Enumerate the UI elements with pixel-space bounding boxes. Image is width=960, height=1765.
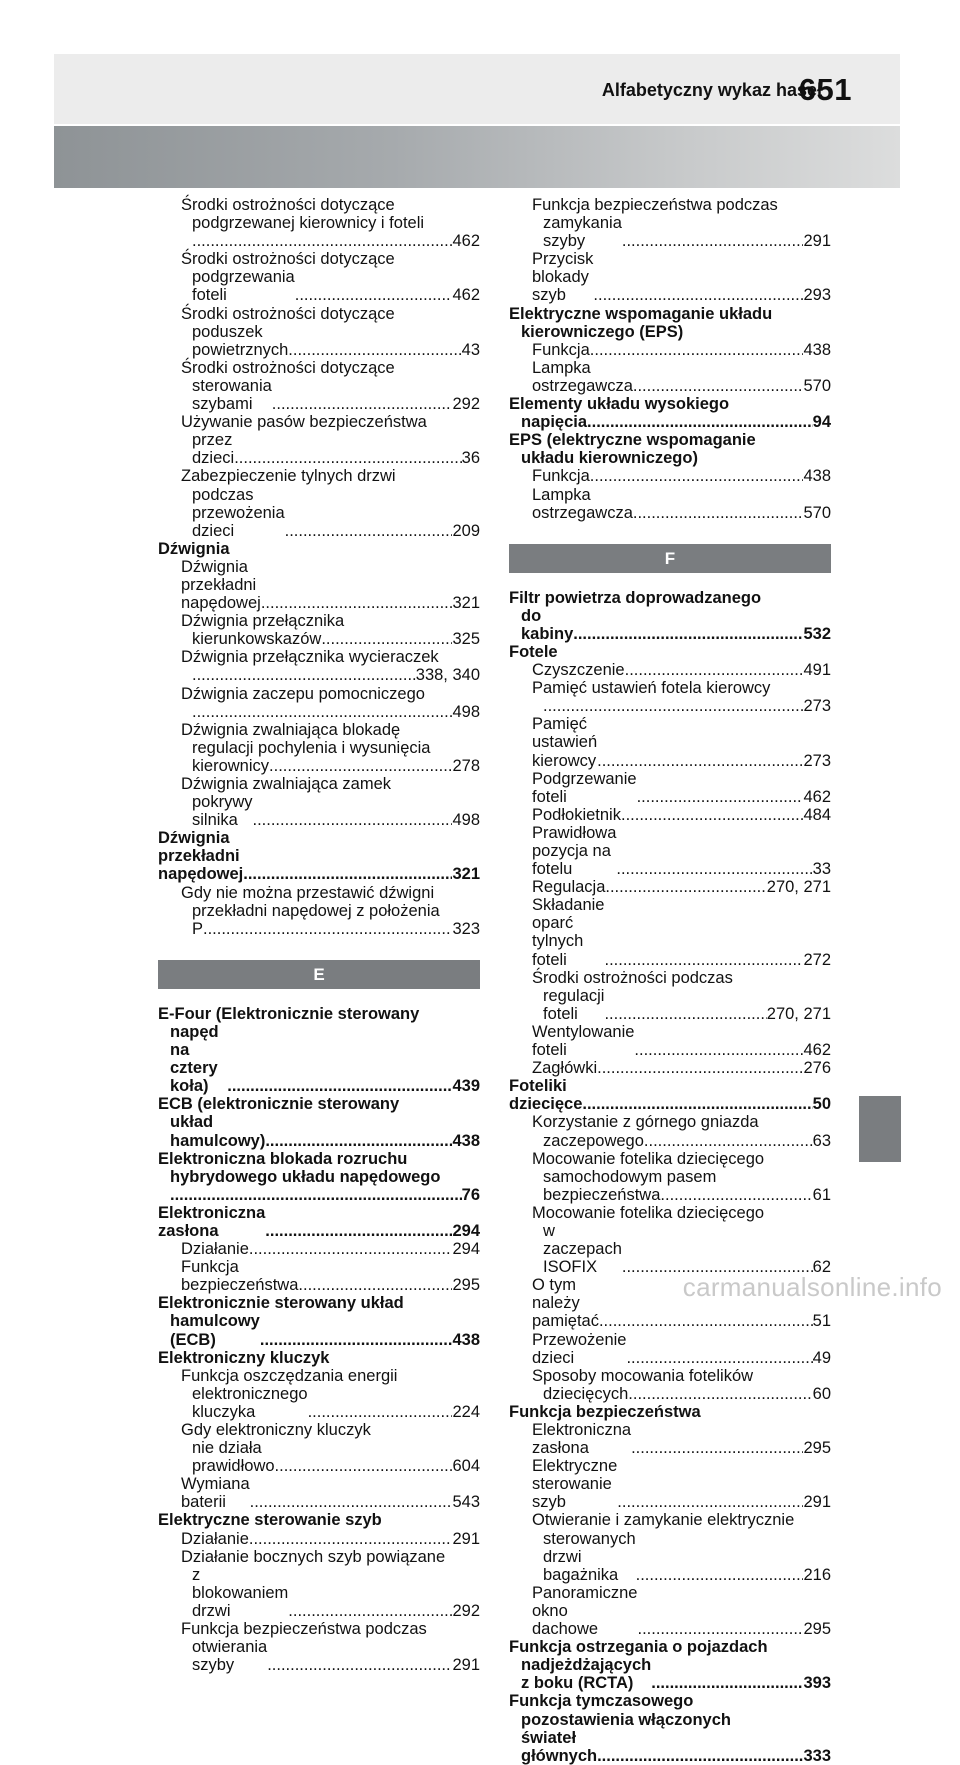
index-sub-entry [509,770,831,806]
entry-text: Podgrzewanie foteli [532,769,637,806]
index-main-entry [509,1692,831,1764]
leader-dots [321,630,452,648]
entry-text: Mocowanie fotelika dziecięcego [532,1149,765,1168]
leader-dots [269,757,452,775]
chapter-thumb-tab [859,1096,901,1162]
entry-text: kierownicy [192,756,270,775]
entry-text: podgrzewanej kierownicy i foteli [192,214,425,233]
index-sub-entry [509,806,831,824]
leader-dots [308,1403,453,1421]
page-ref: 36 [461,449,480,468]
page-ref: 295 [452,1276,480,1295]
entry-text: świateł głównych [521,1728,598,1765]
index-sub-entry [509,969,831,1023]
page-ref: 438 [452,1330,480,1349]
leader-dots [295,286,453,304]
page-ref: 50 [812,1095,831,1114]
entry-text: przekładni napędowej z położenia [192,901,440,920]
index-sub-entry [158,359,480,413]
leader-dots [593,286,803,304]
entry-text: regulacji pochylenia i wysunięcia [192,738,431,757]
entry-text: Pamięć ustawień kierowcy [532,715,598,770]
entry-text: nie działa prawidłowo [192,1439,275,1476]
page-ref: 484 [803,805,831,824]
page-number: 651 [798,72,852,107]
page-ref: 291 [803,1493,831,1512]
entry-text: napęd na cztery koła) [170,1022,219,1096]
entry-text: Elektryczne wspomaganie układu [509,304,773,323]
leader-dots [285,522,453,540]
leader-dots [192,666,416,684]
page-ref: 438 [452,1131,480,1150]
entry-text: Dźwignia przekładni napędowej [158,829,244,884]
index-sub-entry [158,1421,480,1475]
entry-text: Przewożenie dzieci [532,1330,627,1367]
entry-text: Środki ostrożności dotyczące [181,358,395,377]
leader-dots [637,788,804,806]
index-sub-entry [509,1457,831,1511]
entry-text: przez dzieci [192,431,235,468]
entry-text: układ hamulcowy) [170,1113,266,1150]
entry-text: Mocowanie fotelika dziecięcego [532,1203,765,1222]
index-sub-entry [158,1548,480,1620]
entry-text: Środki ostrożności dotyczące [181,304,395,323]
entry-text: Dźwignia przekładni napędowej [181,557,261,613]
leader-dots [170,1186,462,1204]
index-sub-entry [509,679,831,715]
entry-text: EPS (elektryczne wspomaganie [509,431,756,450]
entry-text: Elektroniczna zasłona [158,1203,266,1240]
page-ref: 216 [803,1565,831,1584]
leader-dots [275,1457,453,1475]
entry-text: Regulacja [532,878,606,897]
leader-dots [573,625,803,643]
entry-text: Działanie [181,1529,249,1548]
leader-dots [631,1439,803,1457]
entry-text: Podłokietnik [532,805,621,824]
entry-text: zaczepowego [543,1131,644,1150]
entry-text: Wentylowanie foteli [532,1022,635,1060]
page-ref: 498 [452,811,480,830]
leader-dots [633,377,804,395]
entry-text: hybrydowego układu napędowego [170,1167,441,1186]
index-sub-entry [509,196,831,250]
index-sub-entry [158,1475,480,1511]
leader-dots [597,1747,803,1765]
entry-text: Elektroniczna zasłona [532,1421,632,1458]
leader-dots [203,920,452,938]
page-ref: 62 [812,1258,831,1277]
entry-text: bezpieczeństwa [543,1185,661,1204]
leader-dots [227,1077,452,1095]
entry-text: nadjeżdżających z boku (RCTA) [521,1656,652,1693]
leader-dots [617,1493,803,1511]
entry-text: Środki ostrożności dotyczące [181,250,395,269]
entry-text: Elementy układu wysokiego [509,395,730,414]
page-ref: 51 [812,1312,831,1331]
index-sub-entry [158,305,480,359]
index-main-entry [509,1403,831,1421]
index-sub-entry [158,250,480,304]
leader-dots [625,661,804,679]
entry-text: Pamięć ustawień fotela kierowcy [532,679,771,698]
entry-text: Elektronicznie sterowany układ [158,1294,404,1313]
page-ref: 270, 271 [766,1004,831,1023]
entry-text: regulacji foteli [543,986,605,1023]
page-ref: 63 [812,1131,831,1150]
page-ref: 293 [803,286,831,305]
entry-text: Czyszczenie [532,661,625,680]
entry-text: Elektroniczny kluczyk [158,1348,330,1367]
leader-dots [604,951,803,969]
leader-dots [582,1095,812,1113]
index-sub-entry [158,685,480,721]
index-sub-entry [158,1367,480,1421]
entry-text: Składanie oparć tylnych foteli [532,896,605,969]
page-ref: 294 [452,1240,480,1259]
section-heading: F [509,544,831,573]
index-main-entry [158,1095,480,1149]
index-main-entry [158,1150,480,1204]
entry-text: otwierania szyby [192,1638,268,1675]
entry-text: elektronicznego kluczyka [192,1384,308,1421]
index-sub-entry [158,196,480,250]
leader-dots [272,395,453,413]
page-ref: 209 [452,521,480,540]
index-sub-entry [509,1584,831,1638]
leader-dots [628,1385,812,1403]
page-ref: 291 [452,1656,480,1675]
leader-dots [604,1005,766,1023]
page-ref: 76 [461,1185,480,1204]
index-sub-entry [509,1059,831,1077]
entry-text: Działanie [181,1240,249,1259]
index-column-right [509,196,831,1765]
index-main-entry [158,1511,480,1529]
entry-text: dziecięcych [543,1384,629,1403]
entry-text: P [192,919,204,938]
index-sub-entry [509,1150,831,1204]
page-ref: 323 [452,919,480,938]
leader-dots [243,865,452,883]
page-ref: 438 [803,467,831,486]
entry-text: Elektroniczna blokada rozruchu [158,1149,408,1168]
entry-text: pozostawienia włączonych [521,1710,731,1729]
index-main-entry [158,1294,480,1348]
leader-dots [192,232,452,250]
page-ref: 292 [452,1601,480,1620]
leader-dots [622,232,804,250]
running-header-title: Alfabetyczny wykaz haseł [601,80,822,100]
page-ref: 224 [452,1402,480,1421]
index-sub-entry [509,1367,831,1403]
leader-dots [597,1059,803,1077]
page-ref: 273 [803,751,831,770]
page-ref: 439 [452,1077,480,1096]
index-sub-entry [509,661,831,679]
leader-dots [253,811,453,829]
index-main-entry [509,589,831,643]
index-sub-entry [509,1023,831,1059]
leader-dots [599,1312,813,1330]
entry-text: Dźwignia [158,539,230,558]
entry-text: Foteliki dziecięce [509,1077,583,1114]
leader-dots [267,1656,452,1674]
page-ref: 462 [803,787,831,806]
page-ref: 291 [452,1529,480,1548]
entry-text: Funkcja ostrzegania o pojazdach [509,1638,768,1657]
page-ref: 291 [803,232,831,251]
page-ref: 338, 340 [415,666,480,685]
entry-text: układu kierowniczego) [521,449,698,468]
index-sub-entry [509,1511,831,1583]
index-sub-entry [158,612,480,648]
index-sub-entry [509,341,831,359]
entry-text: kierowniczego (EPS) [521,322,684,341]
entry-text: podczas przewożenia dzieci [192,485,285,540]
page-ref: 295 [803,1439,831,1458]
entry-text: Środki ostrożności dotyczące [181,196,395,214]
entry-text: Prawidłowa pozycja na fotelu [532,823,617,879]
index-sub-entry [509,250,831,304]
entry-text: sterowanych drzwi bagażnika [543,1529,636,1584]
entry-text: Dźwignia zaczepu pomocniczego [181,684,425,703]
leader-dots [633,504,804,522]
page-ref: 278 [452,756,480,775]
entry-text: Funkcja bezpieczeństwa [509,1402,701,1421]
entry-text: Funkcja [532,467,590,486]
index-sub-entry [158,558,480,612]
index-sub-entry [509,1421,831,1457]
page-ref: 276 [803,1059,831,1078]
page-ref: 462 [452,286,480,305]
entry-text: Filtr powietrza doprowadzanego [509,588,762,607]
entry-text: kierunkowskazów [192,630,322,649]
leader-dots [587,413,813,431]
header-gradient-bar [54,126,900,188]
leader-dots [597,752,803,770]
page-ref: 604 [452,1457,480,1476]
leader-dots [636,1566,804,1584]
index-main-entry [509,305,831,341]
index-sub-entry [158,884,480,938]
entry-text: Gdy elektroniczny kluczyk [181,1421,371,1439]
leader-dots [260,1331,453,1349]
entry-text: Lampka ostrzegawcza [532,358,633,395]
leader-dots [249,1240,453,1258]
leader-dots [644,1132,813,1150]
entry-text: Funkcja bezpieczeństwa podczas [532,196,778,214]
leader-dots [651,1674,803,1692]
entry-text: w zaczepach ISOFIX [543,1221,622,1277]
entry-text: do kabiny [521,606,574,643]
index-sub-entry [158,648,480,684]
index-sub-entry [158,1530,480,1548]
index-main-entry [509,1638,831,1692]
page-ref: 532 [803,624,831,643]
entry-text: Dźwignia zwalniająca zamek [181,775,392,793]
page-ref: 61 [812,1185,831,1204]
index-sub-entry [509,824,831,878]
leader-dots [192,703,452,721]
entry-text: Elektryczne sterowanie szyb [158,1511,382,1530]
index-column-left [158,196,480,1674]
page-ref: 321 [452,865,480,884]
index-sub-entry [509,1113,831,1149]
entry-text: Funkcja oszczędzania energii [181,1366,398,1385]
entry-text: Używanie pasów bezpieczeństwa [181,413,427,432]
entry-text: Sposoby mocowania fotelików [532,1366,754,1385]
index-sub-entry [158,1258,480,1294]
page-ref: 273 [803,697,831,716]
index-sub-entry [509,359,831,395]
leader-dots [249,1530,453,1548]
leader-dots [626,1349,812,1367]
page-ref: 333 [803,1746,831,1765]
index-sub-entry [509,1331,831,1367]
entry-text: Funkcja bezpieczeństwa podczas [181,1620,427,1639]
entry-text: Funkcja [532,340,590,359]
entry-text: ECB (elektronicznie sterowany [158,1095,400,1114]
index-sub-entry [158,413,480,467]
page-ref: 272 [803,950,831,969]
leader-dots [621,806,803,824]
entry-text: Dźwignia przełącznika wycieraczek [181,648,439,667]
page-ref: 43 [461,340,480,359]
index-sub-entry [509,467,831,485]
entry-text: Dźwignia zwalniająca blokadę [181,720,401,739]
entry-text: samochodowym pasem [543,1167,717,1186]
entry-text: Działanie bocznych szyb powiązane [181,1547,446,1566]
index-main-entry [158,1204,480,1240]
index-sub-entry [158,775,480,829]
index-sub-entry [509,486,831,522]
leader-dots [543,697,803,715]
index-main-entry [158,829,480,883]
entry-text: Otwieranie i zamykanie elektrycznie [532,1511,795,1530]
entry-text: Korzystanie z górnego gniazda [532,1113,759,1132]
leader-dots [288,341,461,359]
page-ref: 570 [803,503,831,522]
page-ref: 60 [812,1384,831,1403]
entry-text: zamykania szyby [543,214,622,251]
page-ref: 292 [452,395,480,414]
page-ref: 49 [812,1348,831,1367]
index-sub-entry [158,467,480,539]
leader-dots [660,1186,812,1204]
entry-text: pokrywy silnika [192,793,253,830]
page-ref: 270, 271 [766,878,831,897]
leader-dots [637,1620,803,1638]
entry-text: Zabezpieczenie tylnych drzwi [181,467,396,486]
entry-text: hamulcowy (ECB) [170,1312,260,1349]
page-ref: 498 [452,702,480,721]
index-sub-entry [509,715,831,769]
entry-text: napięcia [521,413,588,432]
leader-dots [265,1222,452,1240]
entry-text: podgrzewania foteli [192,268,295,305]
page-ref: 294 [452,1221,480,1240]
leader-dots [616,860,812,878]
entry-text: Gdy nie można przestawić dźwigni [181,883,435,902]
page-ref: 491 [803,661,831,680]
leader-dots [590,341,804,359]
leader-dots [634,1041,803,1059]
page-ref: 438 [803,340,831,359]
entry-text: Dźwignia przełącznika [181,612,345,631]
page-ref: 33 [812,860,831,879]
index-main-entry [158,1349,480,1367]
index-sub-entry [509,1204,831,1276]
page-ref: 321 [452,594,480,613]
entry-text: poduszek powietrznych [192,322,289,359]
entry-text: Przycisk blokady szyb [532,250,594,305]
page-ref: 393 [803,1674,831,1693]
index-main-entry [509,643,831,661]
page-ref: 325 [452,630,480,649]
entry-text: Panoramiczne okno dachowe [532,1583,638,1639]
index-main-entry [509,431,831,467]
index-sub-entry [158,1240,480,1258]
entry-text: Fotele [509,642,558,661]
index-main-entry [158,1005,480,1095]
entry-text: Funkcja bezpieczeństwa [181,1258,299,1295]
leader-dots [250,1493,453,1511]
entry-text: Zagłówki [532,1059,598,1078]
leader-dots [605,878,766,896]
entry-text: Lampka ostrzegawcza [532,485,633,522]
entry-text: z blokowaniem drzwi [192,1565,289,1620]
entry-text: Funkcja tymczasowego [509,1692,694,1711]
entry-text: O tym należy pamiętać [532,1276,599,1331]
entry-text: Elektryczne sterowanie szyb [532,1457,618,1512]
page-ref: 295 [803,1620,831,1639]
index-sub-entry [158,1620,480,1674]
page-ref: 570 [803,376,831,395]
index-main-entry [509,395,831,431]
watermark: carmanualsonline.info [682,1272,942,1302]
index-sub-entry [509,896,831,968]
leader-dots [234,449,461,467]
index-sub-entry [158,721,480,775]
index-main-entry [158,540,480,558]
index-main-entry [509,1077,831,1113]
page-ref: 543 [452,1493,480,1512]
index-sub-entry [509,878,831,896]
entry-text: Środki ostrożności podczas [532,968,733,987]
page-ref: 462 [803,1041,831,1060]
entry-text: sterowania szybami [192,376,272,414]
page-ref: 462 [452,232,480,251]
leader-dots [590,467,804,485]
page-ref: 94 [812,413,831,432]
leader-dots [261,594,453,612]
entry-text: E-Four (Elektronicznie sterowany [158,1004,420,1023]
leader-dots [288,1602,452,1620]
entry-text: Wymiana baterii [181,1475,250,1512]
section-heading: E [158,960,480,989]
leader-dots [265,1132,452,1150]
leader-dots [298,1276,452,1294]
